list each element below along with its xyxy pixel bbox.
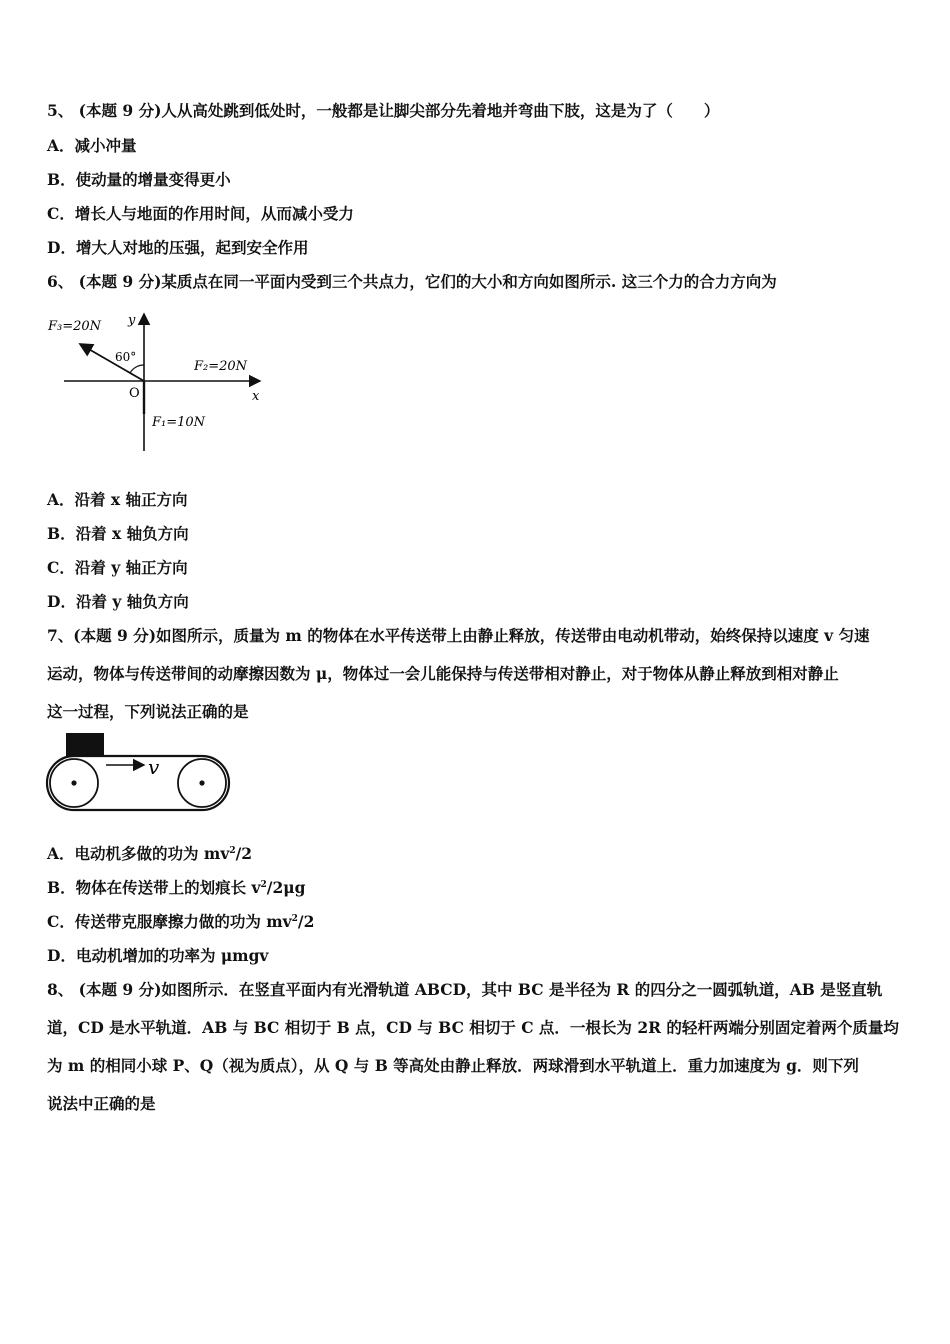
x-axis-label: x [252,389,260,404]
angle-arc [130,365,144,373]
q6-option-b: B．沿着 x 轴负方向 [47,524,189,543]
q7-option-d: D．电动机增加的功率为 μmgv [47,946,269,965]
origin-label: O [129,386,140,401]
q7-stem-line-1: 7、(本题 9 分)如图所示，质量为 m 的物体在水平传送带上由静止释放，传送带由电动机带动，始终保持以速度 v 匀速 [47,626,870,645]
velocity-label: v [148,755,160,779]
f1-label: F₁=10N [152,415,206,430]
q5-option-a: A．减小冲量 [47,136,137,155]
q8-stem-line-4: 说法中正确的是 [47,1094,156,1113]
f3-label: F₃=20N [48,319,102,334]
q5-option-b: B．使动量的增量变得更小 [47,170,231,189]
q7-option-a: A．电动机多做的功为 $mv^2/2$ [47,844,253,863]
q7-option-c: C．传送带克服摩擦力做的功为 $mv^2/2$ [47,912,315,931]
q8-stem-line-2: 道，CD 是水平轨道．AB 与 BC 相切于 B 点，CD 与 BC 相切于 C 点．一根长为 2R 的轻杆两端分别固定着两个质量均 [47,1018,899,1037]
q5-stem: 5、 (本题 9 分)人从高处跳到低处时，一般都是让脚尖部分先着地并弯曲下肢，这是为了（ ） [47,101,720,120]
q6-option-a: A．沿着 x 轴正方向 [47,490,188,509]
q8-stem-line-3: 为 m 的相同小球 P、Q（视为质点），从 Q 与 B 等高处由静止释放．两球滑到水平轨道上．重力加速度为 g．则下列 [47,1056,859,1075]
q5-option-c: C．增长人与地面的作用时间，从而减小受力 [47,204,354,223]
angle-label: 60° [115,350,137,364]
y-axis-label: y [128,313,136,328]
q6-force-diagram [44,306,274,456]
q7-stem-line-2: 运动，物体与传送带间的动摩擦因数为 μ，物体过一会儿能保持与传送带相对静止，对于物体从静止释放到相对静止 [47,664,839,683]
q6-stem: 6、 (本题 9 分)某质点在同一平面内受到三个共点力，它们的大小和方向如图所示. 这三个力的合力方向为 [47,272,777,291]
q5-option-d: D．增大人对地的压强，起到安全作用 [47,238,309,257]
q7-option-b: B．物体在传送带上的划痕长 $v^2/2\mu g$ [47,878,306,897]
q7-stem-line-3: 这一过程，下列说法正确的是 [47,702,249,721]
q8-stem-line-1: 8、 (本题 9 分)如图所示．在竖直平面内有光滑轨道 ABCD，其中 BC 是半径为 R 的四分之一圆弧轨道，AB 是竖直轨 [47,980,883,999]
q6-option-c: C．沿着 y 轴正方向 [47,558,188,577]
f2-label: F₂=20N [194,359,248,374]
block [66,733,104,757]
right-axle [199,780,204,785]
q7-conveyor-diagram [44,730,234,812]
left-axle [71,780,76,785]
q6-option-d: D．沿着 y 轴负方向 [47,592,189,611]
